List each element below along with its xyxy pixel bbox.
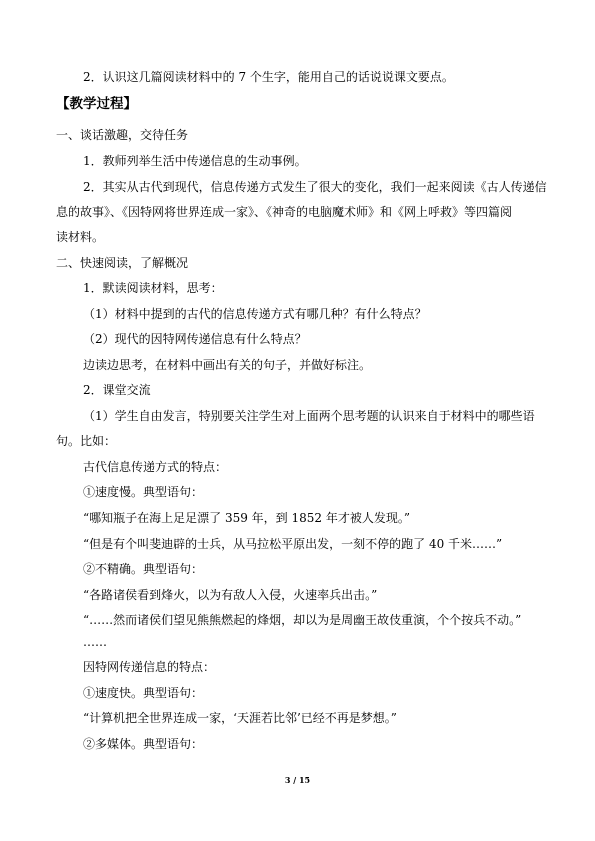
paragraph: 2．课堂交流 [83, 383, 151, 397]
quote: “哪知瓶子在海上足足漂了 359 年，到 1852 年才被人发现。” [83, 511, 410, 525]
section-heading-teaching-process: 【教学过程】 [56, 96, 137, 112]
quote: “各路诸侯看到烽火，以为有敌人入侵，火速率兵出击。” [83, 588, 378, 602]
quote: “计算机把全世界连成一家，‘天涯若比邻’已经不再是梦想。” [83, 711, 397, 725]
question-1: （1）材料中提到的古代的信息传递方式有哪几种？有什么特点？ [83, 307, 427, 321]
paragraph: 读材料。 [56, 230, 105, 244]
question-2: （2）现代的因特网传递信息有什么特点？ [83, 332, 307, 346]
step-1-heading: 一、谈话激趣，交待任务 [56, 128, 189, 142]
quote: “……然而诸侯们望见熊熊燃起的烽烟，却以为是周幽王故伎重演，个个按兵不动。” [83, 613, 522, 627]
paragraph: 息的故事》、《因特网将世界连成一家》、《神奇的电脑魔术师》和《网上呼救》等四篇阅 [56, 205, 513, 219]
quote: “但是有个叫斐迪辟的士兵，从马拉松平原出发，一刻不停的跑了 40 千米……” [83, 537, 503, 551]
paragraph: 2．其实从古代到现代，信息传递方式发生了很大的变化，我们一起来阅读《古人传递信 [83, 180, 547, 194]
objective-2: 2．认识这几篇阅读材料中的 7 个生字，能用自己的话说说课文要点。 [83, 70, 454, 84]
paragraph: 句。比如： [56, 434, 117, 448]
list-item: ①速度快。典型语句： [83, 686, 204, 700]
subheading-ancient: 古代信息传递方式的特点： [83, 460, 228, 474]
list-item: ①速度慢。典型语句： [83, 485, 204, 499]
page-number: 3 / 15 [284, 775, 311, 785]
list-item: ②多媒体。典型语句： [83, 737, 204, 751]
paragraph: （1）学生自由发言，特别要关注学生对上面两个思考题的认识来自于材料中的哪些语 [83, 409, 535, 423]
paragraph: 1．默读阅读材料，思考： [83, 281, 223, 295]
list-item: ②不精确。典型语句： [83, 562, 204, 576]
paragraph: 1．教师列举生活中传递信息的生动事例。 [83, 154, 307, 168]
subheading-internet: 因特网传递信息的特点： [83, 660, 216, 674]
paragraph: 边读边思考，在材料中画出有关的句子，并做好标注。 [83, 358, 372, 372]
ellipsis: …… [83, 635, 107, 649]
step-2-heading: 二、快速阅读，了解概况 [56, 256, 189, 270]
